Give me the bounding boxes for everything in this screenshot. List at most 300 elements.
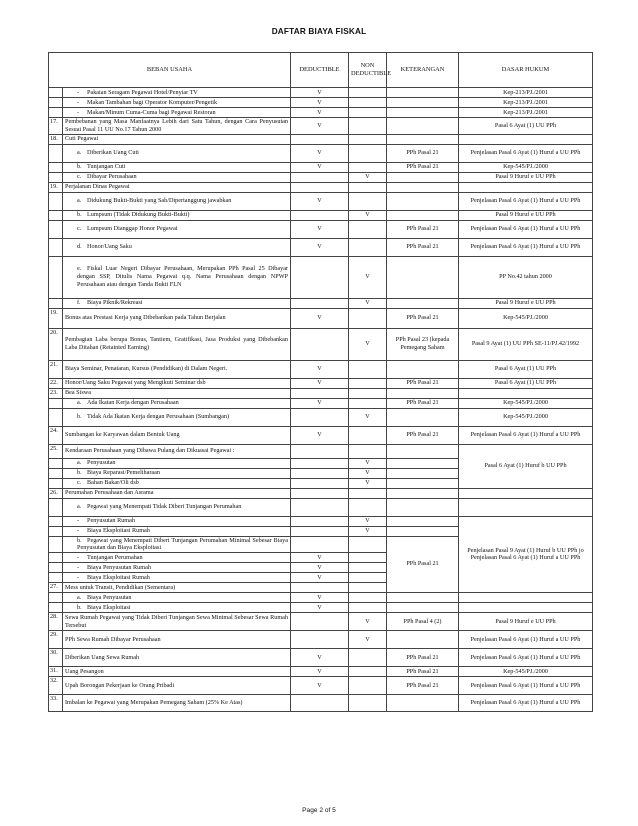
deductible-mark [291,488,349,498]
non-deductible-mark [349,182,387,192]
deductible-mark [291,388,349,398]
row-number [49,478,63,488]
item-text: Makan/Minum Cuma-Cuma bagi Pegawai Restoran [87,108,216,116]
item-text: Dibayar Perusahaan [87,173,137,181]
keterangan-cell: PPh Pasal 21 [387,536,459,593]
beban-cell [63,388,291,398]
beban-cell [63,498,291,516]
item-marker: - [77,563,80,571]
non-deductible-mark [349,238,387,256]
keterangan-cell [387,526,459,536]
beban-cell [63,118,291,135]
item-marker: b. [77,469,82,477]
table-row [49,631,593,649]
deductible-mark [291,631,349,649]
item-text: Diberikan Uang Sewa Rumah [65,653,140,661]
item-marker: b. [77,413,82,421]
dasar-hukum-cell: Penjelasan Pasal 6 Ayat (1) Huruf a UU PPh [459,220,593,238]
beban-cell [63,210,291,220]
non-deductible-mark: V [349,210,387,220]
row-number [49,298,63,308]
non-deductible-mark [349,98,387,108]
header-beban: BEBAN USAHA [49,53,291,88]
item-text: Tunjangan Cuti [87,163,126,171]
beban-cell [63,649,291,667]
table-row [49,695,593,712]
item-marker: - [77,573,80,581]
deductible-mark [291,516,349,526]
header-dasar-hukum: DASAR HUKUM [459,53,593,88]
item-text: Didukung Bukti-Bukti yang Sah/Dipertanggung jawabkan [87,197,232,205]
page-footer: Page 2 of 5 [302,807,336,814]
header-keterangan: KETERANGAN [387,53,459,88]
item-text: Uang Pesangon [65,667,104,675]
row-number [49,526,63,536]
dasar-hukum-cell: Pasal 9 Ayat (1) UU PPh SE-11/PJ.42/1992 [459,328,593,360]
keterangan-cell: PPh Pasal 21 [387,426,459,444]
table-row [49,328,593,360]
beban-cell [63,256,291,298]
non-deductible-mark [349,378,387,388]
table-row [49,593,593,603]
keterangan-cell [387,134,459,144]
row-number [49,210,63,220]
deductible-mark [291,298,349,308]
beban-cell [63,444,291,458]
non-deductible-mark [349,593,387,603]
row-number [49,98,63,108]
row-number [49,468,63,478]
non-deductible-mark [349,563,387,573]
row-number: 31. [49,667,63,677]
item-marker: - [77,527,80,535]
non-deductible-mark [349,162,387,172]
row-number [49,573,63,583]
beban-cell [63,134,291,144]
row-number: 33. [49,695,63,712]
dasar-hukum-cell [459,182,593,192]
beban-cell [63,378,291,388]
deductible-mark [291,695,349,712]
beban-cell [63,172,291,182]
deductible-mark: V [291,677,349,695]
row-number: 21. [49,360,63,378]
item-text: Honor/Uang Saku [87,243,132,251]
non-deductible-mark [349,192,387,210]
row-number [49,172,63,182]
item-text: Biaya Seminar, Penataran, Kursus (Pendidikan) di Dalam Negeri. [65,365,228,373]
item-marker: - [77,88,80,96]
deductible-mark: V [291,88,349,98]
keterangan-cell [387,408,459,426]
beban-cell [63,238,291,256]
item-marker: b. [77,603,82,611]
dasar-hukum-cell: Penjelasan Pasal 6 Ayat (1) Huruf a UU PPh [459,426,593,444]
keterangan-cell: PPh Pasal 4 (2) [387,613,459,631]
keterangan-cell: PPh Pasal 21 [387,144,459,162]
item-marker: - [77,517,80,525]
table-row [49,238,593,256]
item-text: Sewa Rumah Pegawai yang Tidak Diberi Tunjangan Sewa Minimal Sebesar Sewa Rumah Tersebut [65,613,288,629]
item-text: Tidak Ada Ikatan Kerja dengan Perusahaan (Sumbangan) [87,413,230,421]
non-deductible-mark [349,649,387,667]
table-row [49,88,593,98]
item-text: Pembebanan yang Masa Manfaatnya Lebih dari Satu Tahun, dengan Cara Penyusutan Sesuai Pasal 11 UU No.17 Tahun 2000 [65,118,288,133]
row-number: 25. [49,444,63,458]
header-deductible: DEDUCTIBLE [291,53,349,88]
item-marker: f. [77,299,81,307]
deductible-mark [291,526,349,536]
keterangan-cell: PPh Pasal 21 [387,667,459,677]
dasar-hukum-cell: Kep-545/PJ./2000 [459,398,593,408]
table-row [49,498,593,516]
keterangan-cell [387,210,459,220]
table-row [49,192,593,210]
deductible-mark [291,468,349,478]
dasar-hukum-cell: Kep-213/PJ./2001 [459,88,593,98]
keterangan-cell [387,593,459,603]
row-number [49,220,63,238]
item-marker: a. [77,399,82,407]
non-deductible-mark: V [349,516,387,526]
row-number [49,398,63,408]
non-deductible-mark: V [349,408,387,426]
beban-cell [63,88,291,98]
deductible-mark: V [291,108,349,118]
table-row [49,488,593,498]
item-text: Biaya Penyusutan [87,593,132,601]
beban-cell [63,667,291,677]
dasar-hukum-cell: Kep-545/PJ./2000 [459,162,593,172]
dasar-hukum-cell: Pasal 6 Ayat (1) UU PPh [459,360,593,378]
item-text: PPh Sewa Rumah Dibayar Perusahaan [65,635,161,643]
keterangan-cell: PPh Pasal 21 [387,398,459,408]
row-number [49,553,63,563]
row-number: 30. [49,649,63,667]
row-number: 19. [49,308,63,328]
row-number [49,516,63,526]
non-deductible-mark [349,398,387,408]
row-number [49,108,63,118]
beban-cell [63,398,291,408]
keterangan-cell [387,498,459,516]
non-deductible-mark [349,88,387,98]
non-deductible-mark [349,553,387,563]
keterangan-cell: PPh Pasal 21 [387,162,459,172]
non-deductible-mark [349,583,387,593]
row-number: 28. [49,613,63,631]
row-number: 22. [49,378,63,388]
keterangan-cell [387,98,459,108]
table-row [49,182,593,192]
item-text: Biaya Eksploitasi [87,603,131,611]
item-text: Biaya Eksploitasi Rumah [87,573,150,581]
non-deductible-mark: V [349,526,387,536]
keterangan-cell: PPh Pasal 21 [387,308,459,328]
beban-cell [63,298,291,308]
keterangan-cell: PPh Pasal 23 (kepada Pemegang Saham [387,328,459,360]
row-number [49,498,63,516]
dasar-hukum-cell: Pasal 9 Huruf e UU PPh [459,613,593,631]
beban-cell [63,583,291,593]
item-text: Penyusutan [87,459,116,467]
deductible-mark [291,536,349,553]
table-row [49,308,593,328]
keterangan-cell: PPh Pasal 21 [387,238,459,256]
row-number [49,162,63,172]
row-number: 23. [49,388,63,398]
beban-cell [63,613,291,631]
row-number [49,536,63,553]
table-row [49,144,593,162]
item-text: Biaya Penyusutan Rumah [87,563,151,571]
non-deductible-mark [349,360,387,378]
row-number [49,144,63,162]
deductible-mark: V [291,378,349,388]
dasar-hukum-cell: PP No.42 tahun 2000 [459,256,593,298]
item-text: Mess untuk Transit, Pendidikan (Sementara) [65,583,176,591]
dasar-hukum-cell [459,388,593,398]
keterangan-cell: PPh Pasal 21 [387,378,459,388]
keterangan-cell [387,256,459,298]
dasar-hukum-cell: Pasal 9 Huruf e UU PPh [459,172,593,182]
fiscal-cost-table [48,52,593,712]
deductible-mark [291,328,349,360]
item-marker: a. [77,459,82,467]
item-marker: b. [77,536,82,544]
keterangan-cell [387,478,459,488]
deductible-mark: V [291,649,349,667]
beban-cell [63,536,291,553]
non-deductible-mark: V [349,256,387,298]
deductible-mark [291,172,349,182]
beban-cell [63,695,291,712]
non-deductible-mark [349,695,387,712]
non-deductible-mark [349,573,387,583]
row-number [49,603,63,613]
non-deductible-mark [349,144,387,162]
beban-cell [63,593,291,603]
table-row [49,298,593,308]
dasar-hukum-cell: Pasal 9 Huruf e UU PPh [459,210,593,220]
beban-cell [63,488,291,498]
dasar-hukum-cell: Pasal 6 Ayat (1) Huruf b UU PPh [459,444,593,488]
non-deductible-mark [349,488,387,498]
row-number: 29. [49,631,63,649]
non-deductible-mark [349,444,387,458]
deductible-mark: V [291,426,349,444]
item-text: Biaya Piknik/Rekreasi [87,299,143,307]
keterangan-cell [387,182,459,192]
table-row [49,118,593,135]
row-number [49,88,63,98]
item-text: Biaya Eksploitasi Rumah [87,527,150,535]
deductible-mark: V [291,398,349,408]
deductible-mark [291,182,349,192]
deductible-mark: V [291,563,349,573]
keterangan-cell [387,631,459,649]
keterangan-cell [387,298,459,308]
row-number [49,408,63,426]
item-text: Lumpsum (Tidak Didukung Bukti-Bukti) [87,211,190,219]
table-row [49,516,593,526]
table-row [49,649,593,667]
keterangan-cell [387,388,459,398]
dasar-hukum-cell [459,134,593,144]
keterangan-cell [387,360,459,378]
table-row [49,98,593,108]
table-row [49,408,593,426]
item-text: Diberikan Uang Cuti [87,149,139,157]
non-deductible-mark [349,308,387,328]
item-text: Penyusutan Rumah [87,517,135,525]
item-text: Pembagian Laba berupa Bonus, Tantiem, Gratifikasi, Jasa Produksi yang Dibebankan Laba Ditahan (Retainted Earning) [65,336,288,351]
beban-cell [63,458,291,468]
dasar-hukum-cell [459,488,593,498]
non-deductible-mark: V [349,298,387,308]
deductible-mark [291,498,349,516]
table-row [49,603,593,613]
non-deductible-mark [349,220,387,238]
item-marker: - [77,108,80,116]
dasar-hukum-cell: Kep-545/PJ./2000 [459,667,593,677]
beban-cell [63,360,291,378]
item-text: Perjalanan Dinas Pegawai [65,183,130,191]
row-number: 20. [49,328,63,360]
item-marker: d. [77,243,82,251]
table-row [49,172,593,182]
dasar-hukum-cell: Pasal 6 Ayat (1) UU PPh [459,378,593,388]
row-number [49,563,63,573]
item-marker: c. [77,479,82,487]
dasar-hukum-cell: Penjelasan Pasal 6 Ayat (1) Huruf a UU PPh [459,649,593,667]
keterangan-cell [387,88,459,98]
item-text: Imbalan ke Pegawai yang Merupakan Pemegang Saham (25% Ke Atas) [65,699,243,707]
deductible-mark [291,256,349,298]
item-text: Perumahan Perusahaan dan Asrama [65,489,154,497]
table-row [49,378,593,388]
deductible-mark: V [291,98,349,108]
table-row [49,220,593,238]
beban-cell [63,468,291,478]
row-number [49,458,63,468]
item-text: Fiskal Luar Negeri Dibayar Perusahaan, Merupakan PPh Pasal 25 Dibayar dengan SSP, Ditulis Nama Pegawai q.q. Nama Perusahaan dengan NPWP Perusahaan atau dengan Tanda Bukti FLN [77,265,288,288]
dasar-hukum-cell: Pasal 6 Ayat (1) UU PPh [459,118,593,135]
deductible-mark [291,613,349,631]
deductible-mark: V [291,162,349,172]
row-number: 24. [49,426,63,444]
row-number: 27. [49,583,63,593]
dasar-hukum-cell: Kep-213/PJ./2001 [459,108,593,118]
table-row [49,256,593,298]
deductible-mark [291,408,349,426]
deductible-mark [291,583,349,593]
row-number: 19. [49,182,63,192]
dasar-hukum-cell: Kep-545/PJ./2000 [459,408,593,426]
item-text: Cuti Pegawai [65,135,99,143]
beban-cell [63,573,291,583]
keterangan-cell [387,516,459,526]
item-text: Tunjangan Perumahan [87,553,143,561]
keterangan-cell [387,108,459,118]
dasar-hukum-cell: Penjelasan Pasal 6 Ayat (1) Huruf a UU PPh [459,144,593,162]
non-deductible-mark: V [349,468,387,478]
beban-cell [63,192,291,210]
beban-cell [63,631,291,649]
beban-cell [63,603,291,613]
table-row [49,162,593,172]
non-deductible-mark: V [349,613,387,631]
item-text: Biaya Reparasi/Pemeliharaan [87,469,161,477]
non-deductible-mark [349,108,387,118]
non-deductible-mark [349,677,387,695]
non-deductible-mark [349,388,387,398]
row-number: 17. [49,118,63,135]
item-text: Pegawai yang Menempati Tidak Diberi Tunjangan Perumahan [87,503,242,511]
beban-cell [63,563,291,573]
deductible-mark [291,134,349,144]
non-deductible-mark: V [349,478,387,488]
dasar-hukum-cell: Pasal 9 Huruf e UU PPh [459,298,593,308]
dasar-hukum-cell: Kep-545/PJ./2000 [459,308,593,328]
non-deductible-mark: V [349,458,387,468]
keterangan-cell [387,468,459,478]
non-deductible-mark [349,426,387,444]
item-marker: a. [77,503,82,511]
table-row [49,388,593,398]
deductible-mark [291,458,349,468]
deductible-mark: V [291,360,349,378]
non-deductible-mark: V [349,172,387,182]
keterangan-cell: PPh Pasal 21 [387,677,459,695]
dasar-hukum-cell: Penjelasan Pasal 6 Ayat (1) Huruf a UU PPh [459,695,593,712]
item-text: Pakaian Seragam Pegawai Hotel/Penyiar TV [87,88,198,96]
deductible-mark: V [291,144,349,162]
table-header-row [49,53,593,88]
non-deductible-mark: V [349,328,387,360]
deductible-mark: V [291,118,349,135]
document-title: DAFTAR BIAYA FISKAL [271,27,367,36]
dasar-hukum-cell: Penjelasan Pasal 6 Ayat (1) Huruf a UU PPh [459,631,593,649]
table-row [49,667,593,677]
beban-cell [63,144,291,162]
keterangan-cell [387,192,459,210]
keterangan-cell: PPh Pasal 21 [387,220,459,238]
beban-cell [63,220,291,238]
header-non-deductible: NON DEDUCTIBLE [349,53,387,88]
item-marker: c. [77,225,82,233]
table-row [49,398,593,408]
beban-cell [63,553,291,563]
non-deductible-mark [349,667,387,677]
deductible-mark: V [291,573,349,583]
dasar-hukum-cell: Penjelasan Pasal 9 Ayat (1) Huruf b UU PPh jo Penjelasan Pasal 6 Ayat (1) Huruf a UU PPh [459,516,593,593]
table-row [49,677,593,695]
item-text: Bonus atas Prestasi Kerja yang Dibebankan pada Tahun Berjalan [65,314,226,322]
item-text: Bea Siswa [65,389,91,397]
deductible-mark [291,444,349,458]
deductible-mark: V [291,220,349,238]
row-number [49,256,63,298]
row-number [49,238,63,256]
deductible-mark [291,478,349,488]
dasar-hukum-cell: Kep-213/PJ./2001 [459,98,593,108]
beban-cell [63,108,291,118]
table-row [49,444,593,458]
deductible-mark: V [291,593,349,603]
non-deductible-mark [349,536,387,553]
item-text: Sumbangan ke Karyawan dalam Bentuk Uang [65,431,180,439]
